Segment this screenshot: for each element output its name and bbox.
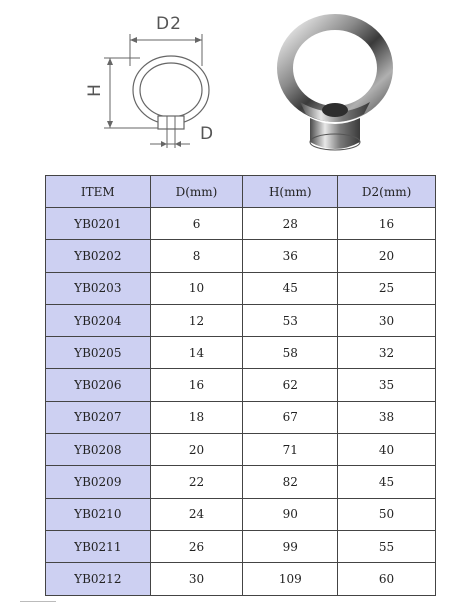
- header-item: ITEM: [46, 176, 151, 208]
- cell-item: YB0206: [46, 369, 151, 401]
- cell-h: 67: [243, 401, 338, 433]
- cell-h: 45: [243, 272, 338, 304]
- cell-d: 18: [150, 401, 243, 433]
- table-row: [46, 369, 436, 401]
- cell-d: 24: [150, 498, 243, 530]
- table-header-row: [46, 176, 436, 208]
- cell-item: YB0205: [46, 337, 151, 369]
- cell-item: YB0204: [46, 304, 151, 336]
- cell-h: 82: [243, 466, 338, 498]
- product-figure-area: [0, 0, 467, 170]
- cell-d2: 38: [338, 401, 436, 433]
- eye-nut-technical-drawing: [70, 8, 240, 158]
- spec-table: [45, 175, 436, 596]
- cell-item: YB0201: [46, 208, 151, 240]
- cell-h: 90: [243, 498, 338, 530]
- cell-d2: 25: [338, 272, 436, 304]
- table-row: [46, 240, 436, 272]
- header-d: D(mm): [150, 176, 243, 208]
- cell-d: 12: [150, 304, 243, 336]
- table-row: [46, 434, 436, 466]
- cell-d: 22: [150, 466, 243, 498]
- cell-d2: 45: [338, 466, 436, 498]
- cell-h: 71: [243, 434, 338, 466]
- cell-d2: 50: [338, 498, 436, 530]
- table-row: [46, 466, 436, 498]
- cell-item: YB0210: [46, 498, 151, 530]
- cell-d2: 32: [338, 337, 436, 369]
- cell-d2: 40: [338, 434, 436, 466]
- eye-nut-photo-svg: [268, 10, 408, 160]
- cell-h: 36: [243, 240, 338, 272]
- table-row: [46, 563, 436, 595]
- table-row: [46, 304, 436, 336]
- table-row: [46, 208, 436, 240]
- table-row: [46, 498, 436, 530]
- table-row: [46, 337, 436, 369]
- cell-d: 26: [150, 530, 243, 562]
- cell-d: 8: [150, 240, 243, 272]
- cell-item: YB0208: [46, 434, 151, 466]
- cell-item: YB0209: [46, 466, 151, 498]
- d2-dimension-label: D2: [156, 14, 182, 34]
- header-h: H(mm): [243, 176, 338, 208]
- cell-h: 109: [243, 563, 338, 595]
- cell-d: 10: [150, 272, 243, 304]
- cell-h: 53: [243, 304, 338, 336]
- cell-d: 16: [150, 369, 243, 401]
- cell-d2: 60: [338, 563, 436, 595]
- d-dimension-label: D: [200, 124, 215, 144]
- cell-item: YB0211: [46, 530, 151, 562]
- cell-item: YB0203: [46, 272, 151, 304]
- cell-d: 6: [150, 208, 243, 240]
- table-row: [46, 272, 436, 304]
- h-dimension-label: H: [84, 83, 105, 97]
- cell-d2: 55: [338, 530, 436, 562]
- eye-nut-photo: [268, 10, 408, 160]
- cell-d2: 35: [338, 369, 436, 401]
- cell-h: 99: [243, 530, 338, 562]
- cell-d: 14: [150, 337, 243, 369]
- cell-h: 28: [243, 208, 338, 240]
- cell-item: YB0212: [46, 563, 151, 595]
- cell-d2: 16: [338, 208, 436, 240]
- cell-item: YB0207: [46, 401, 151, 433]
- cell-h: 62: [243, 369, 338, 401]
- table-row: [46, 530, 436, 562]
- header-d2: D2(mm): [338, 176, 436, 208]
- table-row: [46, 401, 436, 433]
- cell-h: 58: [243, 337, 338, 369]
- cell-d2: 20: [338, 240, 436, 272]
- cell-item: YB0202: [46, 240, 151, 272]
- cell-d: 30: [150, 563, 243, 595]
- cell-d: 20: [150, 434, 243, 466]
- cell-d2: 30: [338, 304, 436, 336]
